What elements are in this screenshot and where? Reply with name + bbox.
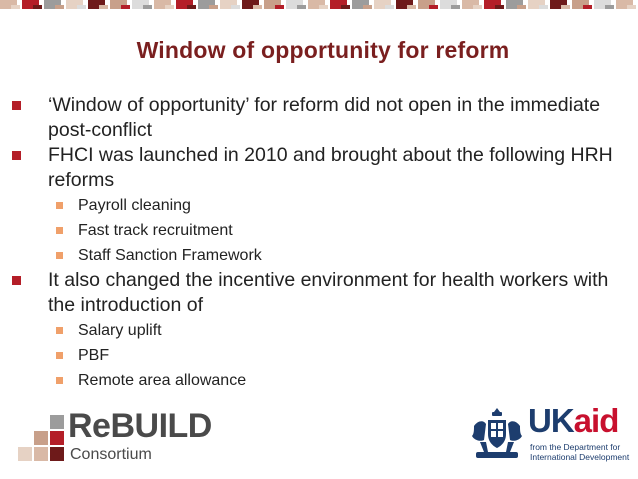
strip-square bbox=[275, 5, 284, 9]
strip-square bbox=[165, 5, 174, 9]
bullet-item bbox=[48, 268, 620, 318]
strip-square bbox=[33, 5, 42, 9]
strip-square bbox=[253, 5, 262, 9]
sub-bullet-square-icon bbox=[56, 327, 63, 334]
strip-square bbox=[297, 5, 306, 9]
decorative-top-strip bbox=[0, 0, 638, 10]
strip-square bbox=[385, 5, 394, 9]
strip-square bbox=[605, 5, 614, 9]
rebuild-squares-icon bbox=[16, 409, 66, 465]
sub-bullet-square-icon bbox=[56, 227, 63, 234]
sub-bullet-item bbox=[78, 243, 638, 268]
sub-bullet-item bbox=[78, 218, 638, 243]
sub-bullet-text: Fast track recruitment bbox=[78, 222, 233, 239]
strip-square bbox=[231, 5, 240, 9]
bullet-list bbox=[0, 93, 638, 393]
sub-bullet-text: Remote area allowance bbox=[78, 372, 247, 389]
sub-bullet-item bbox=[78, 343, 638, 368]
strip-square bbox=[407, 5, 416, 9]
strip-square bbox=[539, 5, 548, 9]
strip-square bbox=[341, 5, 350, 9]
sub-bullet-square-icon bbox=[56, 252, 63, 259]
bullet-text: ‘Window of opportunity’ for reform did not open in the immediate post-conflict bbox=[48, 94, 601, 141]
royal-crest-icon bbox=[468, 404, 526, 466]
sub-bullet-item bbox=[78, 193, 638, 218]
strip-square bbox=[121, 5, 130, 9]
strip-square bbox=[209, 5, 218, 9]
strip-square bbox=[429, 5, 438, 9]
bullet-square-icon bbox=[12, 151, 21, 160]
strip-square bbox=[451, 5, 460, 9]
ukaid-aid-text: aid bbox=[573, 402, 619, 439]
sub-bullet-text: Payroll cleaning bbox=[78, 197, 191, 214]
sub-bullet-text: Salary uplift bbox=[78, 322, 162, 339]
sub-bullet-item bbox=[78, 318, 638, 343]
strip-square bbox=[55, 5, 64, 9]
sub-bullet-square-icon bbox=[56, 202, 63, 209]
strip-square bbox=[473, 5, 482, 9]
bullet-item bbox=[48, 143, 620, 193]
strip-square bbox=[143, 5, 152, 9]
ukaid-uk-text: UK bbox=[528, 402, 574, 439]
strip-square bbox=[363, 5, 372, 9]
sub-bullet-text: PBF bbox=[78, 347, 110, 364]
rebuild-subtitle: Consortium bbox=[70, 446, 152, 463]
strip-square bbox=[561, 5, 570, 9]
sub-bullet-text: Staff Sanction Framework bbox=[78, 247, 262, 264]
bullet-text: It also changed the incentive environment for health workers with the introduction of bbox=[48, 269, 609, 316]
bullet-item bbox=[48, 93, 620, 143]
bullet-text: FHCI was launched in 2010 and brought about the following HRH reforms bbox=[48, 144, 613, 191]
strip-square bbox=[99, 5, 108, 9]
ukaid-logo bbox=[468, 404, 633, 470]
strip-square bbox=[495, 5, 504, 9]
strip-square bbox=[583, 5, 592, 9]
slide-title: Window of opportunity for reform bbox=[136, 37, 510, 63]
ukaid-wordmark bbox=[528, 402, 618, 440]
rebuild-name: ReBUILD bbox=[68, 407, 212, 445]
sub-bullet-square-icon bbox=[56, 352, 63, 359]
sub-bullet-square-icon bbox=[56, 377, 63, 384]
strip-square bbox=[319, 5, 328, 9]
strip-square bbox=[627, 5, 636, 9]
bullet-square-icon bbox=[12, 276, 21, 285]
bullet-square-icon bbox=[12, 101, 21, 110]
strip-square bbox=[11, 5, 20, 9]
strip-square bbox=[187, 5, 196, 9]
rebuild-logo bbox=[16, 409, 216, 467]
strip-square bbox=[517, 5, 526, 9]
strip-square bbox=[77, 5, 86, 9]
sub-bullet-item bbox=[78, 368, 638, 393]
ukaid-subtitle: from the Department for International Development bbox=[530, 442, 630, 462]
